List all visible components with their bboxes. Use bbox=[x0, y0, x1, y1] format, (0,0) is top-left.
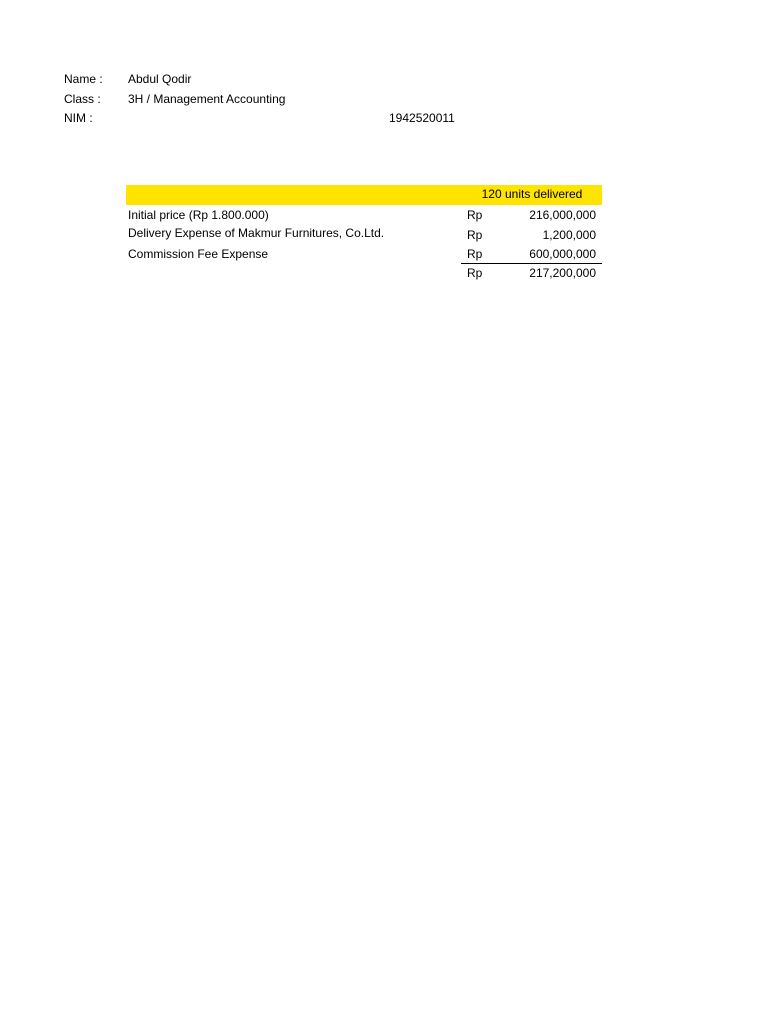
nim-label: NIM : bbox=[64, 111, 93, 125]
total-amount: 217,200,000 bbox=[529, 266, 596, 280]
row-commission-fee-amount: 600,000,000 bbox=[529, 247, 596, 261]
row-delivery-expense-label: Delivery Expense of Makmur Furnitures, Co.Ltd. bbox=[128, 226, 385, 240]
row-commission-fee-currency: Rp bbox=[467, 247, 483, 261]
table-header-title: 120 units delivered bbox=[481, 187, 583, 201]
table-header-band bbox=[126, 185, 602, 205]
name-value: Abdul Qodir bbox=[128, 72, 192, 86]
nim-value: 1942520011 bbox=[389, 111, 455, 125]
name-label: Name : bbox=[64, 72, 103, 86]
row-initial-price-label: Initial price (Rp 1.800.000) bbox=[128, 208, 269, 222]
row-delivery-expense-amount: 1,200,000 bbox=[542, 228, 596, 242]
total-currency: Rp bbox=[467, 266, 483, 280]
class-label: Class : bbox=[64, 92, 101, 106]
row-initial-price-currency: Rp bbox=[467, 208, 483, 222]
total-divider bbox=[461, 263, 602, 264]
row-commission-fee-label: Commission Fee Expense bbox=[128, 247, 269, 261]
row-initial-price-amount: 216,000,000 bbox=[529, 208, 596, 222]
row-delivery-expense-currency: Rp bbox=[467, 228, 483, 242]
class-value: 3H / Management Accounting bbox=[128, 92, 286, 106]
